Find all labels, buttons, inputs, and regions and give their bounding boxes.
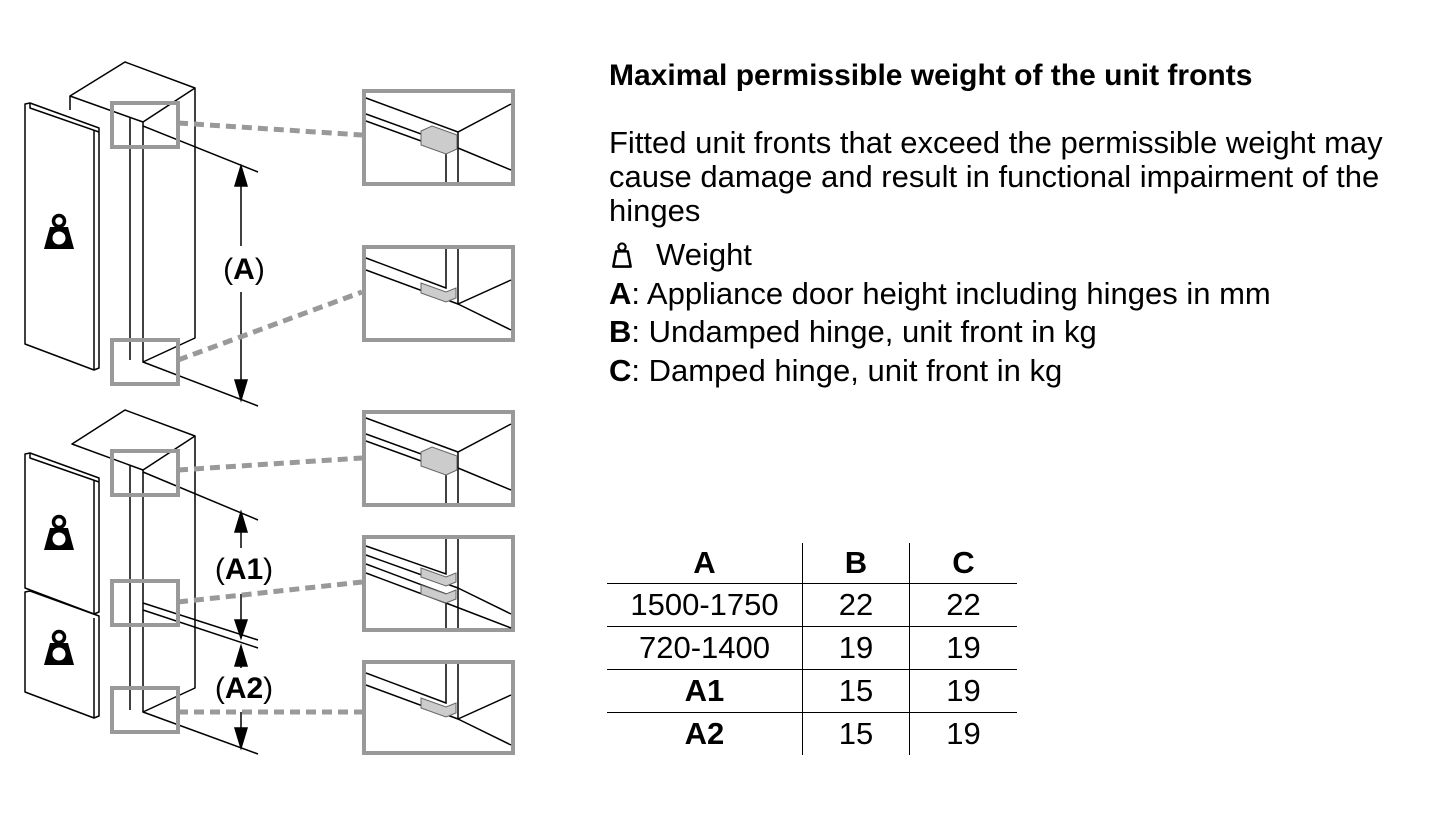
- label-a1: (A1): [214, 553, 274, 586]
- cell-a: 720-1400: [607, 627, 803, 670]
- header-a: A: [693, 545, 716, 580]
- cell-a: 1500-1750: [607, 584, 803, 627]
- legend-item-a: [609, 275, 1271, 314]
- cell-c: 19: [910, 670, 1018, 713]
- page-heading: Maximal permissible weight of the unit fronts: [609, 59, 1253, 92]
- cell-b: 19: [803, 627, 910, 670]
- legend-key-a: A: [609, 275, 632, 311]
- label-a: (A): [223, 253, 265, 286]
- header-b: B: [803, 543, 910, 584]
- legend-text-c: : Damped hinge, unit front in kg: [631, 352, 1063, 388]
- legend-weight-label: Weight: [656, 237, 752, 273]
- legend: [609, 236, 1271, 390]
- legend-key-c: C: [609, 352, 632, 388]
- legend-text-a: : Appliance door height including hinges in mm: [631, 275, 1271, 311]
- table-row: [607, 713, 1017, 756]
- table-row: [607, 670, 1017, 713]
- cell-c: 19: [910, 713, 1018, 756]
- weight-icon: [609, 236, 656, 274]
- cell-b: 22: [803, 584, 910, 627]
- table-row: [607, 627, 1017, 670]
- table-row: [607, 584, 1017, 627]
- cell-a: A2: [607, 713, 803, 756]
- cell-a: A1: [607, 670, 803, 713]
- callout-leaders-top: [178, 123, 362, 360]
- legend-text-b: : Undamped hinge, unit front in kg: [631, 314, 1097, 350]
- legend-key-b: B: [609, 314, 632, 350]
- appliance-diagram: [0, 0, 600, 813]
- cell-c: 19: [910, 627, 1018, 670]
- description-text: Fitted unit fronts that exceed the permissible weight may cause damage and result in functional impairment of the hinges: [609, 125, 1383, 228]
- detail-middle-hinge: [364, 537, 513, 630]
- weight-table: [607, 543, 1017, 755]
- header-c: C: [910, 543, 1018, 584]
- label-a2: (A2): [214, 672, 274, 705]
- detail-top-hinge-2: [364, 412, 513, 505]
- weight-table-container: [607, 543, 1017, 755]
- detail-bottom-hinge-2: [364, 662, 513, 753]
- legend-item-c: [609, 352, 1271, 391]
- table-header-row: [607, 543, 1017, 584]
- legend-item-weight: [609, 236, 1271, 275]
- cell-b: 15: [803, 713, 910, 756]
- detail-bottom-hinge-1: [364, 247, 513, 340]
- cell-c: 22: [910, 584, 1018, 627]
- cell-b: 15: [803, 670, 910, 713]
- detail-top-hinge-1: [364, 91, 513, 184]
- legend-item-b: [609, 313, 1271, 352]
